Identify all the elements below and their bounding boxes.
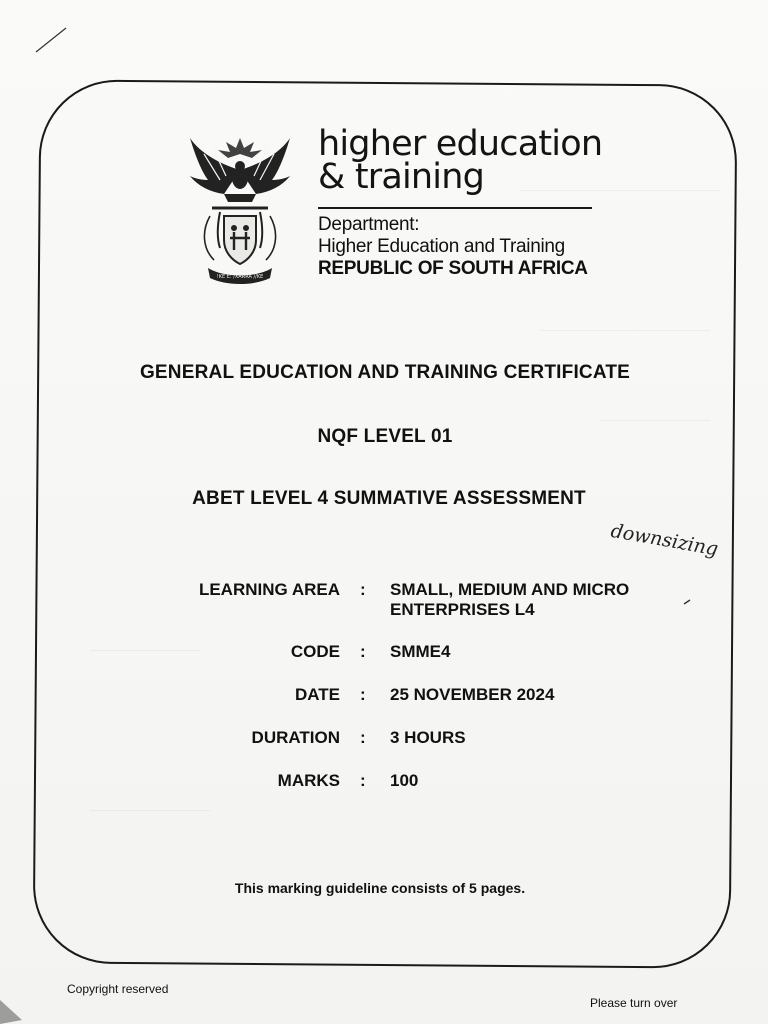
detail-value: 3 HOURS: [390, 728, 466, 747]
detail-label: LEARNING AREA: [198, 580, 340, 599]
handwritten-note-text: downsizing: [609, 519, 720, 561]
department-name-block: [318, 214, 588, 280]
detail-label: MARKS: [277, 771, 340, 790]
detail-label: CODE: [290, 642, 340, 661]
brand-line-1: higher education: [318, 124, 603, 164]
copyright-footer: Copyright reserved: [67, 982, 169, 996]
pen-stroke-mark: [32, 22, 72, 58]
certificate-title: GENERAL EDUCATION AND TRAINING CERTIFICATE: [139, 362, 631, 383]
coat-of-arms-icon: [184, 132, 296, 292]
crest-motto: !KE E: /XARRA //KE: [216, 274, 264, 280]
detail-label: DATE: [294, 685, 340, 704]
department-brand: [318, 124, 603, 197]
brand-underline: [318, 207, 592, 209]
department-label: Department:: [318, 214, 420, 235]
detail-separator: :: [360, 685, 366, 704]
detail-label: DURATION: [251, 728, 340, 747]
detail-separator: :: [360, 642, 366, 661]
detail-separator: :: [360, 771, 366, 790]
detail-value: 25 NOVEMBER 2024: [390, 685, 555, 704]
detail-separator: :: [360, 728, 366, 747]
handwritten-annotation: [604, 514, 744, 610]
nqf-level-title: NQF LEVEL 01: [317, 426, 453, 447]
detail-value: SMME4: [390, 642, 451, 661]
detail-value: 100: [390, 771, 419, 790]
turn-over-footer: Please turn over: [590, 996, 678, 1010]
assessment-title: ABET LEVEL 4 SUMMATIVE ASSESSMENT: [192, 488, 586, 509]
detail-value: SMALL, MEDIUM AND MICRO ENTERPRISES L4: [390, 580, 630, 619]
country-name: REPUBLIC OF SOUTH AFRICA: [318, 258, 588, 279]
page-count-note: This marking guideline consists of 5 pages.: [234, 880, 526, 896]
brand-line-2: & training: [318, 157, 485, 197]
scan-edge-shadow: [0, 990, 40, 1024]
detail-separator: :: [360, 580, 366, 599]
department-name: Higher Education and Training: [318, 236, 565, 257]
